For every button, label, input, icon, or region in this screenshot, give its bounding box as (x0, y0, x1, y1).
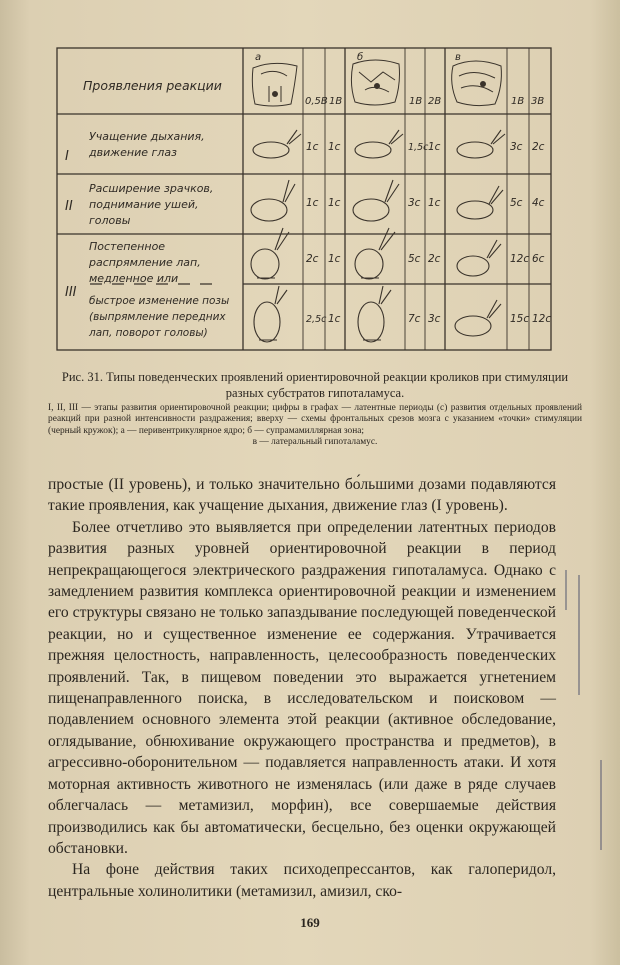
row-text: (выпрямление передних (89, 311, 226, 323)
latency-value: 12с (510, 253, 530, 265)
rabbit-sitting-icon (355, 130, 403, 158)
latency-value: 5с (408, 253, 421, 265)
row-text: быстрое изменение позы (89, 295, 230, 307)
row-text: Постепенное (89, 240, 166, 253)
latency-value: 1с (328, 141, 341, 153)
rabbit-turning-icon (455, 300, 501, 336)
latency-value: 3с (408, 197, 421, 209)
latency-value: 6с (532, 253, 545, 265)
paragraph: простые (II уровень), и только значительно бо́льшими дозами подавляются такие проявления, как учащение дыхания, движение глаз (I уровень). (48, 476, 556, 515)
row-text: Учащение дыхания, (89, 130, 205, 143)
column-b-sub2: 2В (428, 96, 442, 107)
latency-value: 4с (532, 197, 545, 209)
brain-slice-c-icon (452, 61, 502, 106)
latency-value: 1с (428, 197, 441, 209)
legend-end: в — латеральный гипоталамус. (252, 437, 378, 448)
row-text: лап, поворот головы) (89, 327, 208, 339)
column-a-sub2: 1В (329, 96, 343, 107)
brain-slice-b-icon (351, 60, 399, 105)
brain-slice-a-icon (252, 63, 297, 106)
latency-value: 5с (510, 197, 523, 209)
row-text: медленное или (89, 272, 179, 285)
rabbit-rising-icon (251, 228, 289, 279)
row-text: головы (89, 214, 131, 227)
figure-caption: Рис. 31. Типы поведенческих проявлений ориентировочной реакции кроликов при стимуляции разных субстратов гипоталамуса. (61, 370, 569, 400)
level-label: II (65, 199, 73, 214)
rabbit-ears-up-icon (457, 186, 503, 219)
latency-value: 2с (428, 253, 441, 265)
margin-mark (565, 570, 567, 610)
column-letter-c: в (455, 52, 461, 63)
row-text: движение глаз (89, 146, 177, 159)
latency-value: 1с (328, 313, 341, 325)
row-text: поднимание ушей, (89, 198, 199, 211)
latency-value: 3с (428, 313, 441, 325)
level-label: III (65, 285, 77, 300)
rabbit-upright-icon (254, 286, 287, 342)
row-text: Расширение зрачков, (89, 182, 214, 195)
rabbit-ears-up-icon (251, 180, 295, 221)
column-c-sub2: 3В (531, 96, 545, 107)
latency-value: 1,5с (408, 142, 429, 153)
rabbit-rising-icon (457, 240, 501, 276)
latency-value: 1с (306, 141, 319, 153)
latency-value: 2,5с (306, 314, 327, 325)
rabbit-rising-icon (355, 228, 395, 279)
latency-value: 15с (510, 313, 530, 325)
latency-value: 3с (510, 141, 523, 153)
latency-value: 1с (328, 197, 341, 209)
rabbit-sitting-icon (253, 130, 301, 158)
legend-main: I, II, III — этапы развития ориентировочной реакции; цифры в графах — латентные периоды (с) развития отдельных проявлений реакций при разной интенсивности раздражения; вверху — схемы фронтальных срезов мозга с указанием «точки» стимуляции (черный кружок); а — перивентрикулярное ядро; б — супрамамиллярная зона; (48, 403, 582, 436)
column-c-sub1: 1В (511, 96, 525, 107)
column-b-sub1: 1В (409, 96, 423, 107)
margin-mark (578, 575, 580, 695)
paragraph: На фоне действия таких психодепрессантов, как галоперидол, центральные холинолитики (метамизил, амизил, ско- (48, 861, 556, 900)
page-number: 169 (300, 915, 320, 930)
latency-value: 12с (532, 313, 552, 325)
latency-value: 2с (532, 141, 545, 153)
latency-value: 1с (306, 197, 319, 209)
level-label: I (65, 149, 69, 164)
latency-value: 7с (408, 313, 421, 325)
figure-31-table (55, 46, 555, 356)
column-letter-b: б (357, 52, 364, 63)
figure-legend (48, 403, 582, 449)
row-text: распрямление лап, (89, 256, 201, 269)
latency-value: 2с (306, 253, 319, 265)
rabbit-ears-up-icon (353, 180, 399, 221)
column-letter-a: а (255, 52, 262, 63)
rabbit-upright-icon (358, 286, 391, 342)
paragraph: Более отчетливо это выявляется при определении латентных периодов развития разных уровней ориентировочной реакции в период непрекращающегося электрического раздражения гипоталамуса. Однако с замедлением развития комплекса ориентировочной реакции и изменением его структуры связано не только запаздывание последующей поведенческой реакции, но и существенное изменение ее содержания. Утрачивается прежняя целостность, направленность, целесообразность поведенческих проявлений. Так, в пищевом поведении это выражается угнетением пищенаправленного поиска, в исследовательском и поисковом — подавлением основного элемента этой реакции (активное обследование, оглядывание, обнюхивание окружающего пространства и предметов), в агрессивно-оборонительном — подавляется направленность атаки. И хотя моторная активность животного не изменялась (или даже в ряде случаев облегчалась — метамизил, морфин), все совершаемые действия производились как бы автоматически, бесцельно, без оценки окружающей обстановки. (48, 518, 556, 857)
column-a-sub1: 0,5В (305, 96, 328, 107)
latency-value: 1с (328, 253, 341, 265)
body-text (48, 474, 556, 902)
latency-value: 1с (428, 141, 441, 153)
header-label: Проявления реакции (83, 78, 222, 93)
rabbit-sitting-icon (457, 130, 505, 158)
margin-mark (600, 760, 602, 850)
